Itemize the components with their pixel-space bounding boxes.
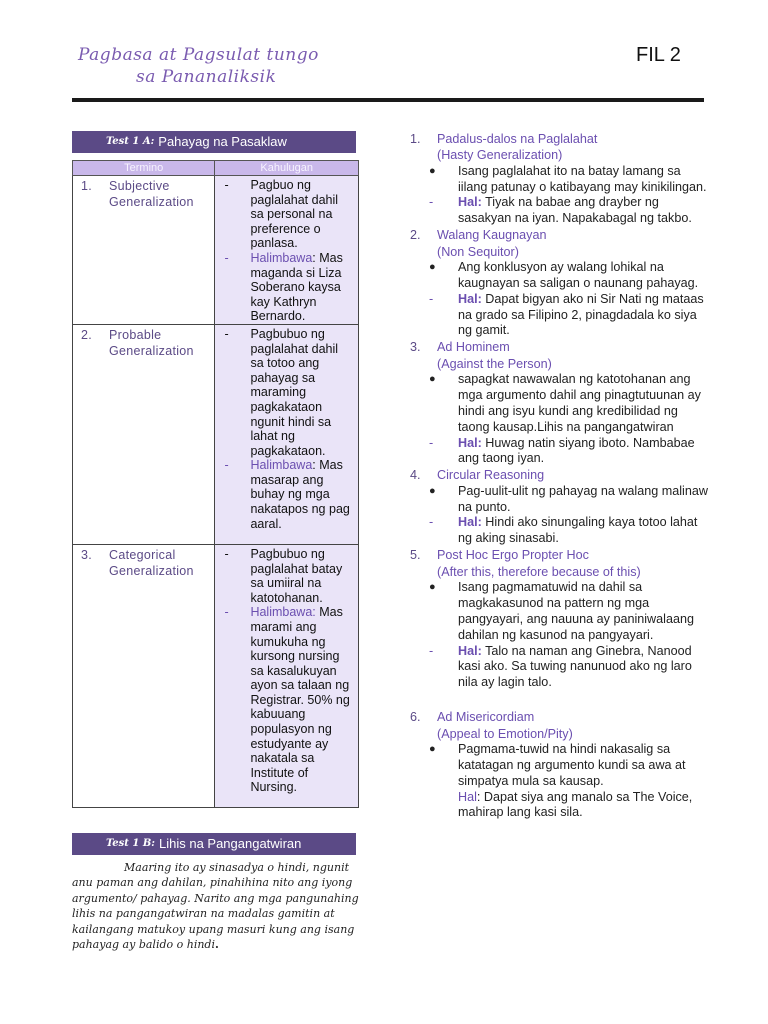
example-label: Hal:: [458, 643, 482, 658]
intro-end: .: [214, 938, 219, 952]
example-item: [219, 605, 354, 795]
col-term-header: Termino: [73, 161, 215, 176]
definition-text: Pagbuo ng paglalahat dahil sa personal na preference o panlasa.: [250, 178, 339, 251]
dash-marker: -: [429, 195, 434, 210]
fallacy-number: 3.: [410, 340, 421, 355]
example-text: Mas marami ang kumukuha ng kursong nursing sa kasalukuyan ayon sa talaan ng Registrar. 50% ng kabuuang populasyon ng estudyante ay nakatala sa Institute of Nursing.: [250, 605, 350, 795]
fallacy-number: 4.: [410, 468, 421, 483]
dash-marker: -: [224, 605, 229, 620]
fallacy-title: Ad Hominem: [437, 340, 510, 355]
title-line-2: sa Pananaliksik: [136, 67, 277, 87]
term-number: 2.: [81, 327, 93, 342]
dash-marker: -: [429, 291, 434, 306]
fallacy-number: 6.: [410, 710, 421, 725]
test-1b-intro: [72, 860, 362, 952]
table-row: [73, 176, 359, 325]
fallacy-list: [410, 131, 710, 821]
dash-marker: -: [224, 546, 229, 561]
example-item: [219, 251, 354, 324]
definition-item: [219, 178, 354, 251]
dash-marker: -: [429, 515, 434, 530]
test-1a-header: [72, 131, 356, 153]
fallacy-title: Walang Kaugnayan: [437, 228, 547, 243]
example-text: : Mas masarap ang buhay ng mga nakatapos ng pag aaral.: [250, 458, 350, 531]
dash-marker: -: [224, 178, 229, 192]
fallacy-number: 5.: [410, 548, 421, 563]
example-text: : Dapat siya ang manalo sa The Voice, mahirap lang kasi sila.: [458, 789, 693, 820]
fallacy-number: 2.: [410, 228, 421, 243]
fallacy-description: Pag-uulit-ulit ng pahayag na walang malinaw na punto.: [458, 483, 708, 514]
term-cell: [73, 176, 215, 325]
bullet-icon: ●: [429, 484, 436, 497]
term-number: 3.: [81, 547, 93, 562]
test-1b-header: [72, 833, 356, 855]
fallacy-item: [410, 131, 710, 227]
test-1b-tag: Test 1 B:: [106, 838, 155, 849]
table-row: [73, 324, 359, 544]
example-text: Dapat bigyan ako ni Sir Nati ng mataas na grado sa Filipino 2, pinagdadala ko siya ng gamit.: [458, 291, 704, 338]
example-text: : Mas maganda si Liza Soberano kaysa kay Kathryn Bernardo.: [250, 250, 343, 324]
fallacy-title: Post Hoc Ergo Propter Hoc: [437, 548, 589, 563]
fallacy-subtitle: (Appeal to Emotion/Pity): [437, 726, 573, 741]
bullet-icon: ●: [429, 164, 436, 177]
fallacy-description: Isang paglalahat ito na batay lamang sa iilang patunay o katibayang may kinikilingan.: [458, 163, 707, 194]
definition-cell: [215, 176, 359, 325]
term-cell: [73, 544, 215, 807]
fallacy-item: [410, 709, 710, 821]
fallacy-description: Pagmama-tuwid na hindi nakasalig sa katatagan ng argumento kundi sa awa at simpatya mula sa kausap.: [458, 741, 686, 788]
test-1a-title: Pahayag na Pasaklaw: [158, 134, 287, 149]
term-text: Categorical Generalization: [109, 547, 194, 578]
fallacy-item: [410, 547, 710, 691]
term-text: Subjective Generalization: [109, 179, 194, 209]
definition-cell: [215, 324, 359, 544]
document-title: [78, 44, 378, 88]
fallacy-item: [410, 467, 710, 547]
definition-text: Pagbubuo ng paglalahat dahil sa totoo ang pahayag sa maraming pagkakataon ngunit hindi sa lahat ng pagkakataon.: [250, 326, 339, 458]
fallacy-description: sapagkat nawawalan ng katotohanan ang mga argumento dahil ang pinagtutuunan ay hindi ang isyu kundi ang kredibilidad ng taong kausap.Lihis na pangangatwiran: [458, 371, 701, 434]
example-label: Halimbawa:: [250, 605, 316, 620]
fallacy-title: Padalus-dalos na Paglalahat: [437, 132, 598, 146]
bullet-icon: ●: [429, 260, 436, 273]
title-line-1: Pagbasa at Pagsulat tungo: [78, 45, 319, 65]
fallacy-description: Isang pagmamatuwid na dahil sa magkakasunod na pattern ng mga pangyayari, ang nauuna ay paniniwalaang dahilan ng kasunod na pangyayari.: [458, 579, 694, 642]
bullet-icon: ●: [429, 580, 436, 593]
table-row: [73, 544, 359, 807]
table-header-row: [73, 161, 359, 176]
definition-text: Pagbubuo ng paglalahat batay sa umiiral na katotohanan.: [250, 546, 343, 605]
term-number: 1.: [81, 179, 93, 193]
fallacy-subtitle: (Non Sequitor): [437, 244, 519, 259]
example-label: Hal:: [458, 291, 482, 306]
dash-marker: -: [224, 326, 229, 341]
example-label: Hal:: [458, 195, 482, 210]
term-cell: [73, 324, 215, 544]
fallacy-item: [410, 339, 710, 467]
dash-marker: -: [224, 250, 229, 265]
example-text: Tiyak na babae ang drayber ng sasakyan na iyan. Napakabagal ng takbo.: [458, 195, 692, 226]
dash-marker: -: [429, 643, 434, 658]
fallacy-subtitle: (Against the Person): [437, 356, 552, 371]
dash-marker: -: [224, 458, 229, 473]
test-1a-tag: Test 1 A:: [106, 136, 155, 147]
generalization-table: [72, 160, 359, 808]
term-text: Probable Generalization: [109, 327, 194, 358]
example-item: [219, 458, 354, 531]
example-label: Hal:: [458, 435, 482, 450]
fallacy-item: [410, 227, 710, 339]
course-code: FIL 2: [636, 44, 681, 66]
intro-text: Maaring ito ay sinasadya o hindi, ngunit anu paman ang dahilan, pinahihina nito ang iyong argumento/ pahayag. Narito ang mga pangunahing lihis na pangangatwiran na madalas gamitin at kailangang matukoy upang masuri kung ang isang pahayag ay balido o hindi: [72, 861, 359, 952]
example-label: Hal: [458, 789, 477, 804]
dash-marker: -: [429, 435, 434, 450]
fallacy-title: Ad Misericordiam: [437, 710, 535, 725]
header-divider: [72, 98, 704, 102]
example-label: Halimbawa: [250, 458, 313, 473]
test-1b-title: Lihis na Pangangatwiran: [158, 836, 302, 851]
bullet-icon: ●: [429, 372, 436, 385]
col-def-header: Kahulugan: [215, 161, 359, 176]
definition-item: [219, 547, 354, 605]
fallacy-title: Circular Reasoning: [437, 468, 545, 483]
example-text: Talo na naman ang Ginebra, Nanood kasi ako. Sa tuwing nanunuod ako ng laro nila ay lagin talo.: [458, 643, 692, 690]
definition-item: [219, 327, 354, 458]
example-label: Hal:: [458, 515, 482, 530]
example-text: Hindi ako sinungaling kaya totoo lahat ng aking sinasabi.: [458, 515, 698, 546]
example-label: Halimbawa: [250, 250, 313, 265]
bullet-icon: ●: [429, 742, 436, 755]
fallacy-description: Ang konklusyon ay walang lohikal na kaugnayan sa saligan o naunang pahayag.: [458, 259, 699, 290]
fallacy-number: 1.: [410, 132, 421, 146]
definition-cell: [215, 544, 359, 807]
fallacy-subtitle: (Hasty Generalization): [437, 148, 563, 163]
example-text: Huwag natin siyang iboto. Nambabae ang taong iyan.: [458, 435, 695, 466]
fallacy-subtitle: (After this, therefore because of this): [437, 564, 641, 579]
